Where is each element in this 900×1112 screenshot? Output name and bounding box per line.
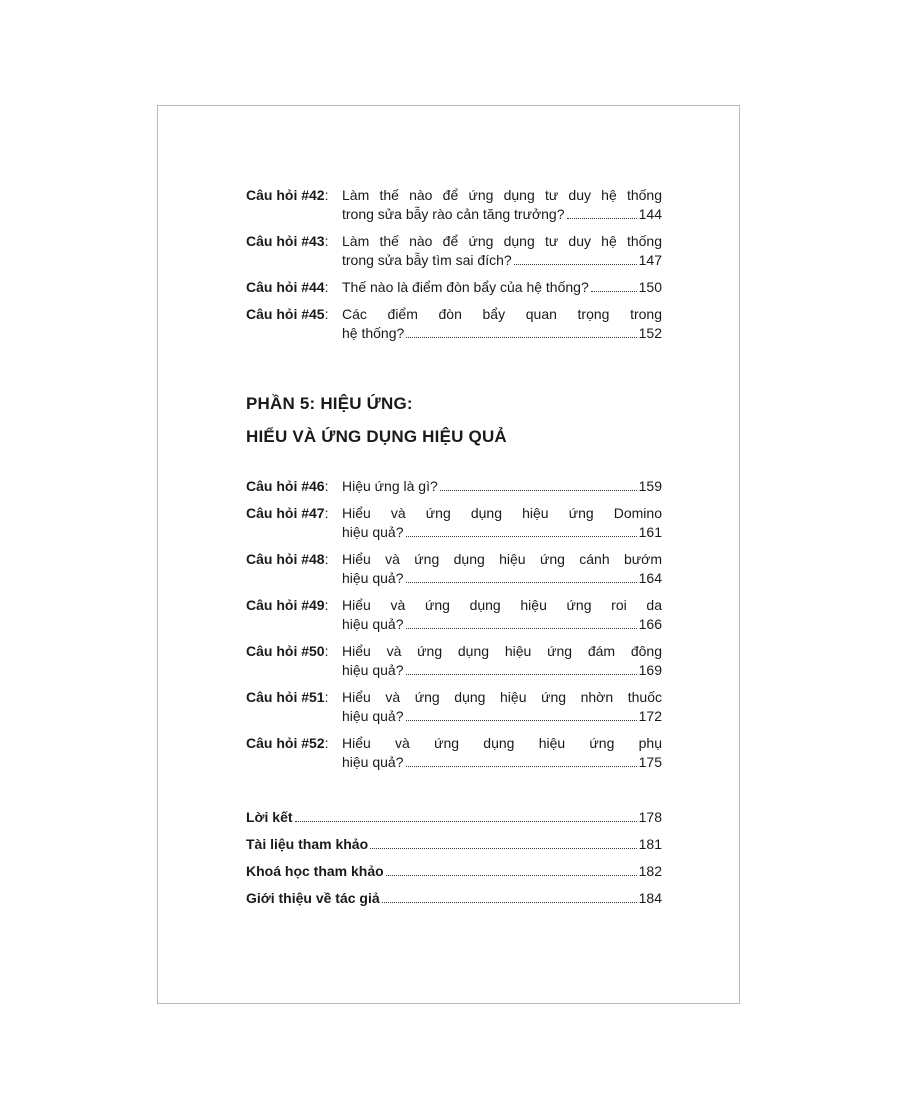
toc-section-questions-42-45 xyxy=(246,186,662,343)
question-label: Câu hỏi #43: xyxy=(246,233,329,249)
dot-leader xyxy=(406,337,636,338)
question-text-line: Làm thế nào để ứng dụng tư duy hệ thống xyxy=(342,233,662,249)
toc-entry xyxy=(246,550,662,588)
question-text xyxy=(342,186,662,224)
question-number: Câu hỏi #52 xyxy=(246,735,325,751)
page-number: 184 xyxy=(638,890,662,906)
question-number: Câu hỏi #47 xyxy=(246,505,325,521)
question-number: Câu hỏi #44 xyxy=(246,279,325,295)
dot-leader xyxy=(591,291,637,292)
page-number: 169 xyxy=(638,662,662,678)
question-label: Câu hỏi #52: xyxy=(246,735,329,751)
question-text-line: Hiệu ứng là gì? xyxy=(342,478,438,494)
question-text-line: hiệu quả? xyxy=(342,616,404,632)
toc-entry xyxy=(246,232,662,270)
question-last-line xyxy=(342,278,662,297)
dot-leader xyxy=(382,902,637,903)
back-matter-entry xyxy=(246,808,662,827)
question-text xyxy=(342,596,662,634)
dot-leader xyxy=(406,674,637,675)
question-last-line xyxy=(342,523,662,542)
question-number: Câu hỏi #49 xyxy=(246,597,325,613)
toc-entry xyxy=(246,278,662,297)
toc-entry xyxy=(246,477,662,496)
entry-title: Tài liệu tham khảo xyxy=(246,836,369,852)
page-number: 182 xyxy=(638,863,662,879)
page-number: 164 xyxy=(638,570,662,586)
part-5-title-line1: PHẦN 5: HIỆU ỨNG: xyxy=(246,394,413,413)
question-text-line: Hiểu và ứng dụng hiệu ứng Domino xyxy=(342,505,662,521)
toc-entry xyxy=(246,642,662,680)
page-number: 144 xyxy=(638,206,662,222)
question-number: Câu hỏi #43 xyxy=(246,233,325,249)
question-label: Câu hỏi #48: xyxy=(246,551,329,567)
back-matter-entry xyxy=(246,889,662,908)
question-number: Câu hỏi #48 xyxy=(246,551,325,567)
question-number: Câu hỏi #46 xyxy=(246,478,325,494)
question-last-line xyxy=(342,569,662,588)
page-number: 159 xyxy=(638,478,662,494)
question-label: Câu hỏi #42: xyxy=(246,187,329,203)
part-5-heading xyxy=(246,387,662,453)
book-page xyxy=(157,105,740,1004)
question-label: Câu hỏi #44: xyxy=(246,279,329,295)
question-last-line xyxy=(342,707,662,726)
question-text xyxy=(342,232,662,270)
question-number: Câu hỏi #51 xyxy=(246,689,325,705)
question-text-line: hiệu quả? xyxy=(342,570,404,586)
question-text-line: trong sửa bẫy tìm sai đích? xyxy=(342,252,512,268)
toc-entry xyxy=(246,504,662,542)
question-number: Câu hỏi #45 xyxy=(246,306,325,322)
question-last-line xyxy=(342,615,662,634)
question-label: Câu hỏi #45: xyxy=(246,306,329,322)
toc-entry xyxy=(246,688,662,726)
dot-leader xyxy=(440,490,637,491)
question-text-line: trong sửa bẫy rào cản tăng trưởng? xyxy=(342,206,565,222)
back-matter-entry xyxy=(246,862,662,881)
question-number: Câu hỏi #42 xyxy=(246,187,325,203)
dot-leader xyxy=(406,536,637,537)
page-number: 161 xyxy=(638,524,662,540)
dot-leader xyxy=(295,821,637,822)
question-text xyxy=(342,642,662,680)
question-last-line xyxy=(342,477,662,496)
dot-leader xyxy=(406,628,637,629)
toc-entry xyxy=(246,186,662,224)
toc-entry xyxy=(246,305,662,343)
question-text xyxy=(342,477,662,496)
question-text-line: hiệu quả? xyxy=(342,708,404,724)
dot-leader xyxy=(406,766,637,767)
question-text xyxy=(342,734,662,772)
question-text-line: Hiểu và ứng dụng hiệu ứng đám đông xyxy=(342,643,662,659)
dot-leader xyxy=(567,218,637,219)
question-text xyxy=(342,305,662,343)
question-number: Câu hỏi #50 xyxy=(246,643,325,659)
question-text-line: hệ thống? xyxy=(342,325,405,341)
dot-leader xyxy=(370,848,637,849)
entry-title: Khoá học tham khảo xyxy=(246,863,384,879)
dot-leader xyxy=(406,720,637,721)
table-of-contents xyxy=(246,186,662,916)
question-last-line xyxy=(342,324,662,343)
question-last-line xyxy=(342,205,662,224)
page-number: 178 xyxy=(638,809,662,825)
question-text-line: Hiểu và ứng dụng hiệu ứng cánh bướm xyxy=(342,551,662,567)
entry-title: Giới thiệu về tác giả xyxy=(246,890,380,906)
page-number: 166 xyxy=(638,616,662,632)
question-last-line xyxy=(342,251,662,270)
page-number: 175 xyxy=(638,754,662,770)
page-number: 152 xyxy=(638,325,662,341)
question-text-line: hiệu quả? xyxy=(342,662,404,678)
question-text-line: Thế nào là điểm đòn bẩy của hệ thống? xyxy=(342,279,589,295)
question-text xyxy=(342,278,662,297)
question-label: Câu hỏi #46: xyxy=(246,478,329,494)
back-matter-entry xyxy=(246,835,662,854)
toc-entry xyxy=(246,734,662,772)
question-text-line: Hiểu và ứng dụng hiệu ứng roi da xyxy=(342,597,662,613)
dot-leader xyxy=(514,264,637,265)
question-text-line: hiệu quả? xyxy=(342,754,404,770)
question-label: Câu hỏi #51: xyxy=(246,689,329,705)
question-text xyxy=(342,504,662,542)
page-number: 181 xyxy=(638,836,662,852)
page-number: 172 xyxy=(638,708,662,724)
question-last-line xyxy=(342,661,662,680)
question-text-line: Làm thế nào để ứng dụng tư duy hệ thống xyxy=(342,187,662,203)
dot-leader xyxy=(386,875,637,876)
page-number: 150 xyxy=(638,279,662,295)
question-text-line: hiệu quả? xyxy=(342,524,404,540)
toc-back-matter xyxy=(246,808,662,908)
page-number: 147 xyxy=(638,252,662,268)
question-text-line: Hiểu và ứng dụng hiệu ứng phụ xyxy=(342,735,662,751)
part-5-title-line2: HIỂU VÀ ỨNG DỤNG HIỆU QUẢ xyxy=(246,427,507,446)
question-text-line: Các điểm đòn bẩy quan trọng trong xyxy=(342,306,662,322)
toc-entry xyxy=(246,596,662,634)
question-text xyxy=(342,550,662,588)
question-text-line: Hiểu và ứng dụng hiệu ứng nhờn thuốc xyxy=(342,689,662,705)
question-label: Câu hỏi #49: xyxy=(246,597,329,613)
question-last-line xyxy=(342,753,662,772)
question-label: Câu hỏi #50: xyxy=(246,643,329,659)
toc-section-questions-46-52 xyxy=(246,477,662,772)
question-label: Câu hỏi #47: xyxy=(246,505,329,521)
dot-leader xyxy=(406,582,637,583)
question-text xyxy=(342,688,662,726)
entry-title: Lời kết xyxy=(246,809,293,825)
